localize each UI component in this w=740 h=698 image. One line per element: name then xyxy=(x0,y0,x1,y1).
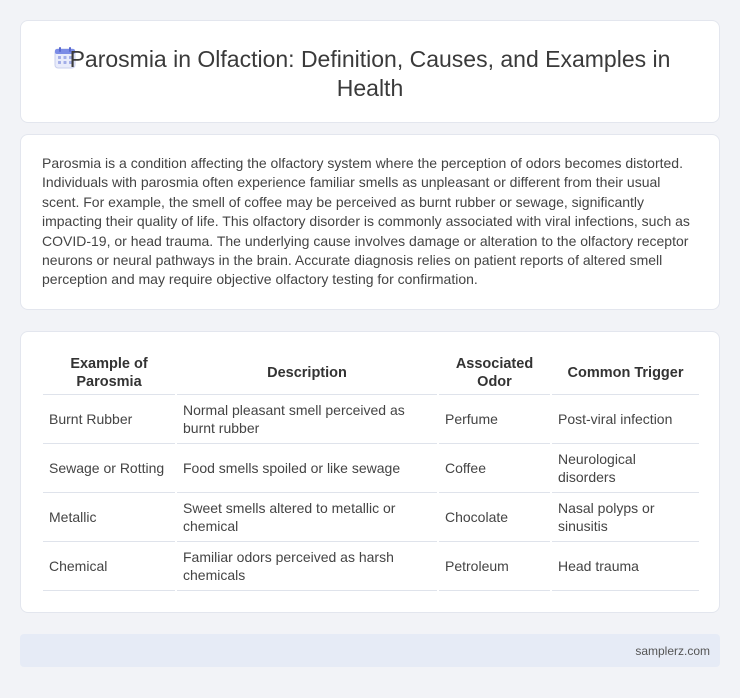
page-title: Parosmia in Olfaction: Definition, Causes, and Examples in Health xyxy=(69,46,671,101)
table-cell: Food smells spoiled or like sewage xyxy=(176,443,438,492)
header-card xyxy=(20,20,720,123)
table-cell: Metallic xyxy=(43,492,176,541)
table-cell: Coffee xyxy=(438,443,551,492)
table-cell: Burnt Rubber xyxy=(43,394,176,443)
footer-site-link[interactable]: samplerz.com xyxy=(635,644,710,658)
table-cell: Neurological disorders xyxy=(551,443,699,492)
table-row xyxy=(43,492,699,541)
footer-bar xyxy=(20,634,720,667)
column-header: Associated Odor xyxy=(438,352,551,394)
table-cell: Perfume xyxy=(438,394,551,443)
table-card xyxy=(20,331,720,613)
table-cell: Normal pleasant smell perceived as burnt rubber xyxy=(176,394,438,443)
table-cell: Post-viral infection xyxy=(551,394,699,443)
intro-card xyxy=(20,134,720,310)
table-cell: Head trauma xyxy=(551,541,699,590)
table-row xyxy=(43,394,699,443)
table-row xyxy=(43,443,699,492)
column-header: Example of Parosmia xyxy=(43,352,176,394)
table-cell: Sewage or Rotting xyxy=(43,443,176,492)
table-row xyxy=(43,541,699,590)
table-header-row xyxy=(43,352,699,394)
table-cell: Nasal polyps or sinusitis xyxy=(551,492,699,541)
column-header: Description xyxy=(176,352,438,394)
table-cell: Sweet smells altered to metallic or chemical xyxy=(176,492,438,541)
parosmia-table xyxy=(43,352,699,591)
table-cell: Petroleum xyxy=(438,541,551,590)
column-header: Common Trigger xyxy=(551,352,699,394)
intro-paragraph: Parosmia is a condition affecting the olfactory system where the perception of odors becomes distorted. Individuals with parosmia often experience familiar smells as unpleasant or different from their usual scent. For example, the smell of coffee may be perceived as burnt rubber or sewage, significantly impacting their quality of life. This olfactory disorder is commonly associated with viral infections, such as COVID-19, or head trauma. The underlying cause involves damage or alteration to the olfactory receptor neurons or neural pathways in the brain. Accurate diagnosis relies on patient reports of altered smell perception and may require objective olfactory testing for confirmation. xyxy=(42,155,690,288)
table-cell: Chocolate xyxy=(438,492,551,541)
table-cell: Familiar odors perceived as harsh chemicals xyxy=(176,541,438,590)
table-cell: Chemical xyxy=(43,541,176,590)
